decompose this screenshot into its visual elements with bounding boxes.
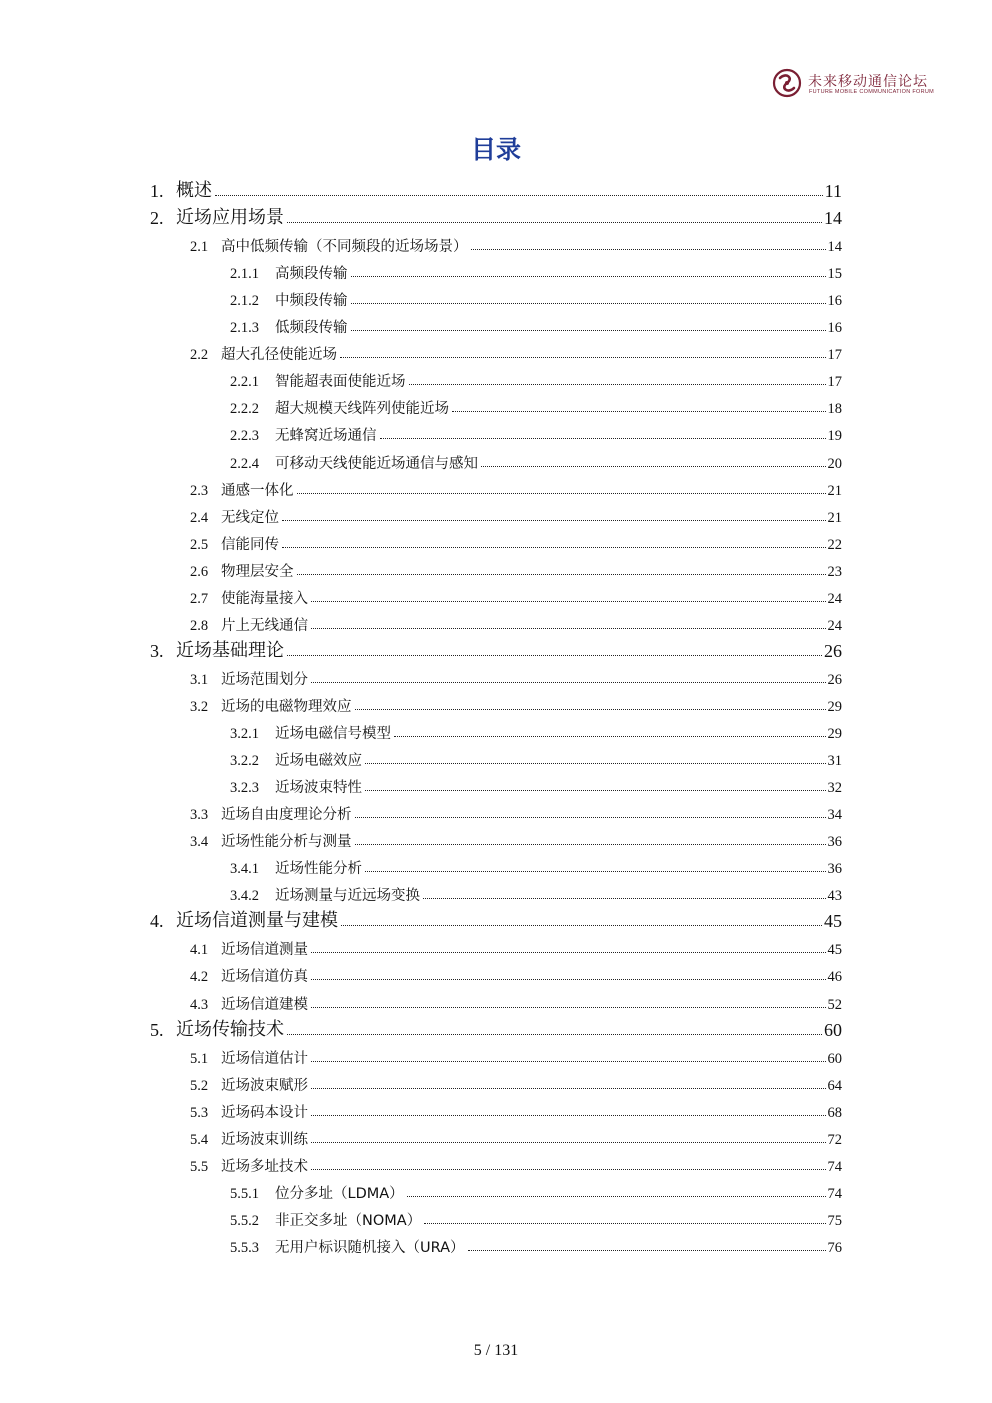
- toc-entry-page: 36: [827, 861, 842, 878]
- toc-entry-title: 高中低频传输（不同频段的近场场景）: [221, 239, 468, 256]
- toc-entry-title: 近场信道仿真: [221, 969, 308, 986]
- toc-entry-number: 2.1.2: [230, 293, 259, 310]
- toc-entry-title: 近场电磁信号模型: [275, 726, 391, 742]
- toc-entry-number: 2.2.1: [230, 374, 259, 391]
- toc-dot-leader: [311, 1007, 826, 1008]
- toc-entry[interactable]: [190, 554, 842, 581]
- toc-dot-leader: [468, 1250, 826, 1251]
- toc-entry[interactable]: [190, 932, 842, 959]
- toc-dot-leader: [311, 979, 826, 980]
- toc-entry[interactable]: [230, 1230, 842, 1257]
- toc-entry-page: 26: [824, 640, 842, 661]
- toc-entry-number: 3.3: [190, 807, 209, 824]
- toc-entry-number: 2.4: [190, 509, 209, 526]
- forum-logo: [772, 68, 942, 100]
- toc-entry-page: 29: [827, 726, 842, 742]
- toc-dot-leader: [282, 547, 826, 548]
- toc-dot-leader: [311, 952, 826, 953]
- toc-entry-page: 74: [827, 1185, 842, 1202]
- toc-entry-page: 16: [827, 320, 842, 337]
- toc-entry-number: 4.: [150, 911, 164, 932]
- toc-entry-title: 超大规模天线阵列使能近场: [275, 401, 449, 418]
- toc-entry-title: 近场范围划分: [221, 671, 308, 688]
- toc-entry-page: 16: [827, 293, 842, 310]
- toc-entry-title: 近场信道估计: [221, 1050, 308, 1067]
- toc-entry-page: 60: [827, 1050, 842, 1067]
- toc-entry-number: 2.3: [190, 482, 209, 499]
- toc-entry-title: 近场信道测量: [221, 942, 308, 959]
- toc-entry[interactable]: [150, 1014, 842, 1041]
- toc-entry-title: 近场自由度理论分析: [221, 807, 352, 824]
- toc-dot-leader: [215, 195, 823, 196]
- toc-dot-leader: [311, 1115, 826, 1116]
- toc-entry-number: 2.2.2: [230, 401, 259, 418]
- toc-entry[interactable]: [190, 500, 842, 527]
- toc-entry-title: 近场波束训练: [221, 1131, 308, 1148]
- toc-dot-leader: [380, 438, 826, 439]
- toc-entry-number: 2.2.3: [230, 428, 259, 445]
- toc-entry-page: 20: [827, 455, 842, 472]
- toc-entry-number: 2.8: [190, 617, 209, 634]
- toc-entry[interactable]: [230, 1176, 842, 1203]
- toc-entry-title: 智能超表面使能近场: [275, 374, 406, 391]
- toc-entry-page: 68: [827, 1104, 842, 1121]
- toc-entry[interactable]: [230, 391, 842, 418]
- toc-dot-leader: [311, 628, 826, 629]
- toc-entry-number: 3.4.1: [230, 861, 259, 878]
- toc-entry-title: 低频段传输: [275, 320, 348, 337]
- toc-entry-number: 5.4: [190, 1131, 209, 1148]
- toc-entry-page: 64: [827, 1077, 842, 1094]
- toc-entry-number: 2.1.3: [230, 320, 259, 337]
- toc-title: 目录: [470, 135, 521, 164]
- toc-entry-page: 60: [824, 1019, 842, 1040]
- toc-entry-page: 26: [827, 671, 842, 688]
- toc-entry-title: 超大孔径使能近场: [221, 347, 337, 364]
- toc-entry-number: 3.2.2: [230, 753, 259, 770]
- toc-entry[interactable]: [230, 364, 842, 391]
- toc-entry-page: 36: [827, 834, 842, 851]
- toc-entry-page: 17: [827, 347, 842, 364]
- toc-entry[interactable]: [150, 202, 842, 229]
- toc-entry-title: 近场码本设计: [221, 1104, 308, 1121]
- toc-dot-leader: [355, 709, 826, 710]
- toc-dot-leader: [355, 844, 826, 845]
- toc-dot-leader: [355, 817, 826, 818]
- toc-entry-number: 5.1: [190, 1050, 209, 1067]
- toc-entry[interactable]: [190, 1068, 842, 1095]
- toc-entry-title: 近场传输技术: [176, 1018, 284, 1040]
- toc-entry-page: 31: [827, 753, 842, 770]
- toc-dot-leader: [351, 330, 826, 331]
- toc-entry-title: 使能海量接入: [221, 590, 308, 607]
- toc-entry-number: 2.2.4: [230, 455, 259, 472]
- toc-entry[interactable]: [190, 824, 842, 851]
- toc-entry-title: 非正交多址（NOMA）: [275, 1212, 422, 1229]
- toc-entry-title: 无蜂窝近场通信: [275, 428, 377, 445]
- toc-entry-title: 概述: [176, 180, 212, 201]
- toc-entry-page: 21: [827, 509, 842, 526]
- toc-entry[interactable]: [190, 662, 842, 689]
- toc-entry-number: 5.3: [190, 1104, 209, 1121]
- toc-entry-number: 4.2: [190, 969, 209, 986]
- toc-entry-number: 5.5: [190, 1158, 209, 1175]
- toc-entry-page: 19: [827, 428, 842, 445]
- toc-entry-title: 可移动天线使能近场通信与感知: [275, 455, 478, 472]
- toc-entry[interactable]: [190, 797, 842, 824]
- toc-entry-title: 近场信道测量与建模: [176, 910, 338, 932]
- toc-entry-page: 52: [827, 996, 842, 1013]
- toc-dot-leader: [340, 357, 826, 358]
- toc-entry-page: 43: [827, 888, 842, 905]
- toc-entry-number: 2.7: [190, 590, 209, 607]
- toc-entry-number: 3.2.1: [230, 726, 259, 742]
- toc-entry[interactable]: [190, 527, 842, 554]
- toc-entry-title: 近场应用场景: [176, 207, 284, 229]
- toc-entry[interactable]: [230, 310, 842, 337]
- toc-dot-leader: [311, 1169, 826, 1170]
- toc-entry-number: 5.2: [190, 1077, 209, 1094]
- toc-dot-leader: [297, 574, 826, 575]
- toc-entry[interactable]: [190, 987, 842, 1014]
- toc-entry-number: 3.2: [190, 698, 209, 715]
- toc-dot-leader: [311, 1061, 826, 1062]
- toc-dot-leader: [365, 763, 826, 764]
- toc-dot-leader: [452, 411, 826, 412]
- toc-dot-leader: [394, 736, 826, 737]
- toc-entry[interactable]: [230, 770, 842, 797]
- toc-dot-leader: [409, 384, 826, 385]
- toc-entry-title: 近场电磁效应: [275, 753, 362, 770]
- toc-entry-title: 片上无线通信: [221, 617, 308, 634]
- toc-entry[interactable]: [190, 337, 842, 364]
- toc-entry[interactable]: [190, 608, 842, 635]
- toc-entry-page: 74: [827, 1158, 842, 1175]
- toc-dot-leader: [297, 493, 826, 494]
- toc-entry-page: 21: [827, 482, 842, 499]
- toc-entry-title: 中频段传输: [275, 293, 348, 310]
- toc-entry-title: 通感一体化: [221, 482, 294, 499]
- toc-entry-title: 近场性能分析: [275, 861, 362, 878]
- toc-entry[interactable]: [190, 689, 842, 716]
- toc-dot-leader: [407, 1196, 826, 1197]
- toc-entry-page: 32: [827, 780, 842, 797]
- toc-entry-title: 信能同传: [221, 536, 279, 553]
- toc-entry-title: 近场的电磁物理效应: [221, 698, 352, 715]
- toc-dot-leader: [341, 925, 822, 926]
- logo-text-en: FUTURE MOBILE COMMUNICATION FORUM: [809, 89, 934, 95]
- toc-entry-title: 近场波束赋形: [221, 1077, 308, 1094]
- toc-entry-page: 46: [827, 969, 842, 986]
- toc-dot-leader: [481, 466, 826, 467]
- toc-entry[interactable]: [230, 1203, 842, 1230]
- toc-entry-number: 5.5.1: [230, 1185, 259, 1202]
- forum-logo-icon: [772, 68, 802, 98]
- toc-dot-leader: [311, 1088, 826, 1089]
- toc-entry-page: 45: [824, 911, 842, 932]
- toc-entry[interactable]: [150, 635, 842, 662]
- toc-entry-number: 5.5.3: [230, 1239, 259, 1256]
- toc-entry-number: 5.: [150, 1019, 164, 1040]
- toc-dot-leader: [351, 303, 826, 304]
- toc-entry[interactable]: [190, 473, 842, 500]
- toc-dot-leader: [287, 655, 822, 656]
- toc-entry[interactable]: [190, 1122, 842, 1149]
- toc-dot-leader: [365, 871, 826, 872]
- toc-entry-page: 75: [827, 1212, 842, 1229]
- page-number: 5 / 131: [473, 1342, 519, 1359]
- toc-entry[interactable]: [230, 716, 842, 743]
- toc-entry-page: 72: [827, 1131, 842, 1148]
- toc-entry-number: 2.: [150, 208, 164, 229]
- toc-entry-page: 22: [827, 536, 842, 553]
- toc-entry[interactable]: [190, 229, 842, 256]
- toc-dot-leader: [282, 520, 826, 521]
- toc-entry-title: 近场基础理论: [176, 639, 284, 661]
- toc-entry[interactable]: [190, 581, 842, 608]
- toc-entry-number: 3.: [150, 640, 164, 661]
- toc-entry-number: 2.2: [190, 347, 209, 364]
- toc-dot-leader: [311, 682, 826, 683]
- toc-entry-page: 18: [827, 401, 842, 418]
- toc-entry-number: 3.4.2: [230, 888, 259, 905]
- toc-entry[interactable]: [190, 959, 842, 986]
- toc-dot-leader: [471, 249, 826, 250]
- toc-entry-number: 4.1: [190, 942, 209, 959]
- toc-entry[interactable]: [230, 851, 842, 878]
- toc-entry-title: 无用户标识随机接入（URA）: [275, 1239, 465, 1256]
- toc-entry-title: 物理层安全: [221, 563, 294, 580]
- toc-entry[interactable]: [230, 878, 842, 905]
- toc-entry[interactable]: [190, 1041, 842, 1068]
- toc-entry[interactable]: [190, 1095, 842, 1122]
- toc-dot-leader: [311, 601, 826, 602]
- toc-dot-leader: [424, 1223, 825, 1224]
- toc-entry-page: 24: [827, 617, 842, 634]
- toc-entry-page: 15: [827, 266, 842, 283]
- toc-entry[interactable]: [150, 905, 842, 932]
- toc-dot-leader: [287, 1034, 822, 1035]
- toc-entry-page: 76: [827, 1239, 842, 1256]
- toc-entry[interactable]: [230, 283, 842, 310]
- toc-entry[interactable]: [230, 446, 842, 473]
- toc-dot-leader: [351, 276, 826, 277]
- toc-entry-page: 24: [827, 590, 842, 607]
- toc-entry[interactable]: [230, 256, 842, 283]
- toc-dot-leader: [365, 790, 826, 791]
- toc-dot-leader: [287, 222, 822, 223]
- toc-entry-title: 位分多址（LDMA）: [275, 1185, 404, 1202]
- toc-entry-number: 5.5.2: [230, 1212, 259, 1229]
- toc-entry-page: 23: [827, 563, 842, 580]
- toc-entry-title: 近场信道建模: [221, 996, 308, 1013]
- toc-entry-number: 3.1: [190, 671, 209, 688]
- toc-dot-leader: [311, 1142, 826, 1143]
- toc-entry-page: 17: [827, 374, 842, 391]
- toc-entry-number: 4.3: [190, 996, 209, 1013]
- toc-entry-title: 近场测量与近远场变换: [275, 888, 420, 905]
- toc-entry-page: 29: [827, 698, 842, 715]
- toc-entry-page: 11: [824, 181, 842, 201]
- toc-entry-title: 高频段传输: [275, 266, 348, 283]
- toc-entry-number: 2.5: [190, 536, 209, 553]
- toc-entry[interactable]: [230, 743, 842, 770]
- toc-entry-number: 3.4: [190, 834, 209, 851]
- toc-entry-page: 14: [824, 208, 842, 229]
- toc-entry-number: 1.: [150, 181, 164, 201]
- toc-entry[interactable]: [230, 418, 842, 445]
- toc-dot-leader: [423, 898, 826, 899]
- toc-entry-number: 2.1: [190, 239, 209, 256]
- toc-entry-title: 近场波束特性: [275, 780, 362, 797]
- toc-entry-title: 无线定位: [221, 509, 279, 526]
- toc-entry-page: 34: [827, 807, 842, 824]
- toc-entry-page: 45: [827, 942, 842, 959]
- toc-entry-title: 近场多址技术: [221, 1158, 308, 1175]
- toc-entry-page: 14: [827, 239, 842, 256]
- toc-entry[interactable]: [150, 175, 842, 202]
- toc-entry[interactable]: [190, 1149, 842, 1176]
- toc-entry-title: 近场性能分析与测量: [221, 834, 352, 851]
- toc-entry-number: 2.1.1: [230, 266, 259, 283]
- toc-entry-number: 3.2.3: [230, 780, 259, 797]
- toc-entry-number: 2.6: [190, 563, 209, 580]
- logo-text-cn: 未来移动通信论坛: [808, 75, 928, 90]
